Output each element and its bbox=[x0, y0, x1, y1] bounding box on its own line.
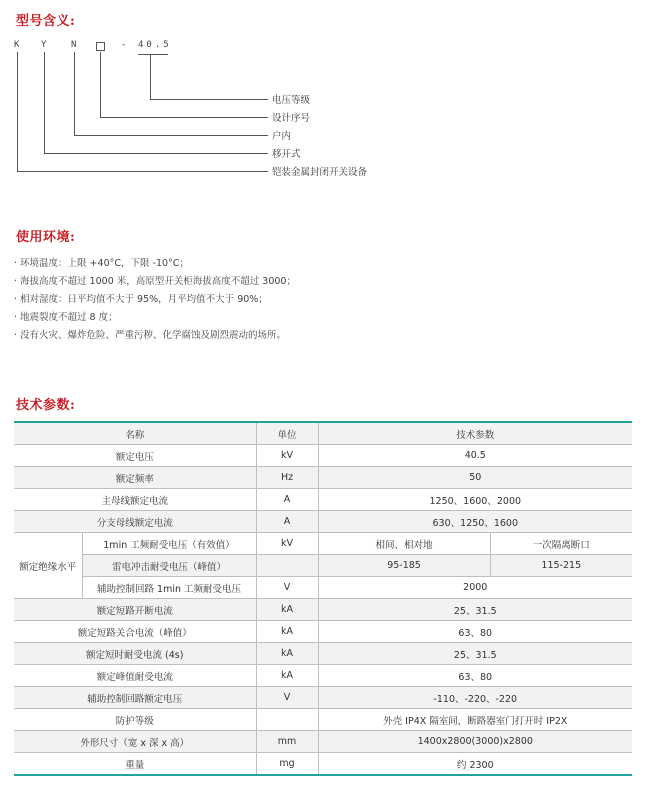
row-name: 雷电冲击耐受电压（峰值） bbox=[82, 555, 256, 577]
row-unit: A bbox=[256, 489, 318, 511]
meaning-withdrawable: 移开式 bbox=[272, 149, 301, 160]
header-unit: 单位 bbox=[256, 422, 318, 445]
table-row bbox=[14, 489, 632, 511]
row-unit bbox=[256, 709, 318, 731]
leader-h-voltage bbox=[150, 99, 268, 100]
row-name: 1min 工频耐受电压（有效值） bbox=[82, 533, 256, 555]
row-value: -110、-220、-220 bbox=[318, 687, 632, 709]
env-item-humidity: · 相对湿度：日平均值不大于 95%，月平均值不大于 90%； bbox=[14, 294, 268, 305]
row-unit: V bbox=[256, 687, 318, 709]
row-value: 1400x2800(3000)x2800 bbox=[318, 731, 632, 753]
code-char-y: Y bbox=[41, 40, 47, 50]
row-unit: kA bbox=[256, 621, 318, 643]
row-name: 重量 bbox=[14, 753, 256, 776]
row-value: 25、31.5 bbox=[318, 643, 632, 665]
code-char-n: N bbox=[71, 40, 77, 50]
row-unit: A bbox=[256, 511, 318, 533]
row-unit: kA bbox=[256, 665, 318, 687]
leader-h-indoor bbox=[74, 135, 268, 136]
env-item-altitude: · 海拔高度不超过 1000 米，高原型开关柜海拔高度不超过 3000； bbox=[14, 276, 296, 287]
row-unit: mm bbox=[256, 731, 318, 753]
row-value-isolation: 115-215 bbox=[490, 555, 632, 577]
leader-h-metalclad bbox=[17, 171, 268, 172]
tech-params-table bbox=[14, 421, 632, 776]
row-name: 辅助控制回路 1min 工频耐受电压 bbox=[82, 577, 256, 599]
meaning-design-number: 设计序号 bbox=[272, 113, 311, 124]
table-row bbox=[14, 467, 632, 489]
leader-h-withdrawable bbox=[44, 153, 268, 154]
row-name: 额定短时耐受电流 (4s) bbox=[14, 643, 256, 665]
row-name: 主母线额定电流 bbox=[14, 489, 256, 511]
row-unit: kV bbox=[256, 533, 318, 555]
code-char-dash: - bbox=[121, 40, 127, 50]
row-name: 防护等级 bbox=[14, 709, 256, 731]
row-value: 25、31.5 bbox=[318, 599, 632, 621]
row-name: 额定电压 bbox=[14, 445, 256, 467]
row-unit bbox=[256, 555, 318, 577]
row-value: 50 bbox=[318, 467, 632, 489]
leader-voltage bbox=[150, 55, 151, 99]
table-row bbox=[14, 511, 632, 533]
table-row bbox=[14, 577, 632, 599]
table-row bbox=[14, 533, 632, 555]
row-value: 1250、1600、2000 bbox=[318, 489, 632, 511]
code-char-k: K bbox=[14, 40, 20, 50]
table-row bbox=[14, 555, 632, 577]
leader-h-design bbox=[100, 117, 268, 118]
table-header-row bbox=[14, 422, 632, 445]
meaning-voltage-class: 电压等级 bbox=[272, 95, 311, 106]
row-name: 额定短路关合电流（峰值） bbox=[14, 621, 256, 643]
row-value: 63、80 bbox=[318, 665, 632, 687]
row-value: 外壳 IP4X 隔室间，断路器室门打开时 IP2X bbox=[318, 709, 632, 731]
environment-heading: 使用环境: bbox=[16, 230, 76, 245]
row-unit: kV bbox=[256, 445, 318, 467]
row-name: 额定频率 bbox=[14, 467, 256, 489]
leader-metalclad bbox=[17, 52, 18, 171]
row-name: 额定短路开断电流 bbox=[14, 599, 256, 621]
row-value-phase: 相间、相对地 bbox=[318, 533, 490, 555]
env-item-hazards: · 没有火灾、爆炸危险、严重污秽、化学腐蚀及剧烈震动的场所。 bbox=[14, 330, 287, 341]
code-char-voltage: 40.5 bbox=[138, 40, 172, 50]
leader-design bbox=[100, 52, 101, 117]
header-value: 技术参数 bbox=[318, 422, 632, 445]
table-row bbox=[14, 731, 632, 753]
table-row bbox=[14, 643, 632, 665]
row-name: 辅助控制回路额定电压 bbox=[14, 687, 256, 709]
env-item-seismic: · 地震裂度不超过 8 度； bbox=[14, 312, 118, 323]
row-unit: mg bbox=[256, 753, 318, 776]
row-value-isolation: 一次隔离断口 bbox=[490, 533, 632, 555]
header-name: 名称 bbox=[14, 422, 256, 445]
table-row bbox=[14, 599, 632, 621]
row-name: 外形尺寸（宽 x 深 x 高） bbox=[14, 731, 256, 753]
row-value: 约 2300 bbox=[318, 753, 632, 776]
code-design-box bbox=[96, 42, 105, 51]
leader-indoor bbox=[74, 52, 75, 135]
row-name: 分支母线额定电流 bbox=[14, 511, 256, 533]
tech-params-heading: 技术参数: bbox=[16, 398, 76, 413]
row-unit: V bbox=[256, 577, 318, 599]
row-value-phase: 95-185 bbox=[318, 555, 490, 577]
environment-list bbox=[14, 255, 296, 345]
model-meaning-heading: 型号含义: bbox=[16, 14, 76, 29]
row-unit: Hz bbox=[256, 467, 318, 489]
row-value: 630、1250、1600 bbox=[318, 511, 632, 533]
voltage-underline bbox=[138, 54, 168, 55]
row-value: 40.5 bbox=[318, 445, 632, 467]
model-code-diagram bbox=[14, 40, 414, 190]
env-item-temperature: · 环境温度：上限 +40°C，下限 -10°C； bbox=[14, 258, 189, 269]
table-row bbox=[14, 445, 632, 467]
table-row bbox=[14, 621, 632, 643]
leader-withdrawable bbox=[44, 52, 45, 153]
insulation-group-label: 额定绝缘水平 bbox=[14, 533, 82, 599]
row-unit: kA bbox=[256, 599, 318, 621]
table-row bbox=[14, 709, 632, 731]
row-unit: kA bbox=[256, 643, 318, 665]
meaning-metalclad-switchgear: 铠装金属封闭开关设备 bbox=[272, 167, 368, 178]
table-row bbox=[14, 753, 632, 776]
row-value: 2000 bbox=[318, 577, 632, 599]
row-name: 额定峰值耐受电流 bbox=[14, 665, 256, 687]
table-row bbox=[14, 687, 632, 709]
meaning-indoor: 户内 bbox=[272, 131, 292, 142]
row-value: 63、80 bbox=[318, 621, 632, 643]
table-row bbox=[14, 665, 632, 687]
